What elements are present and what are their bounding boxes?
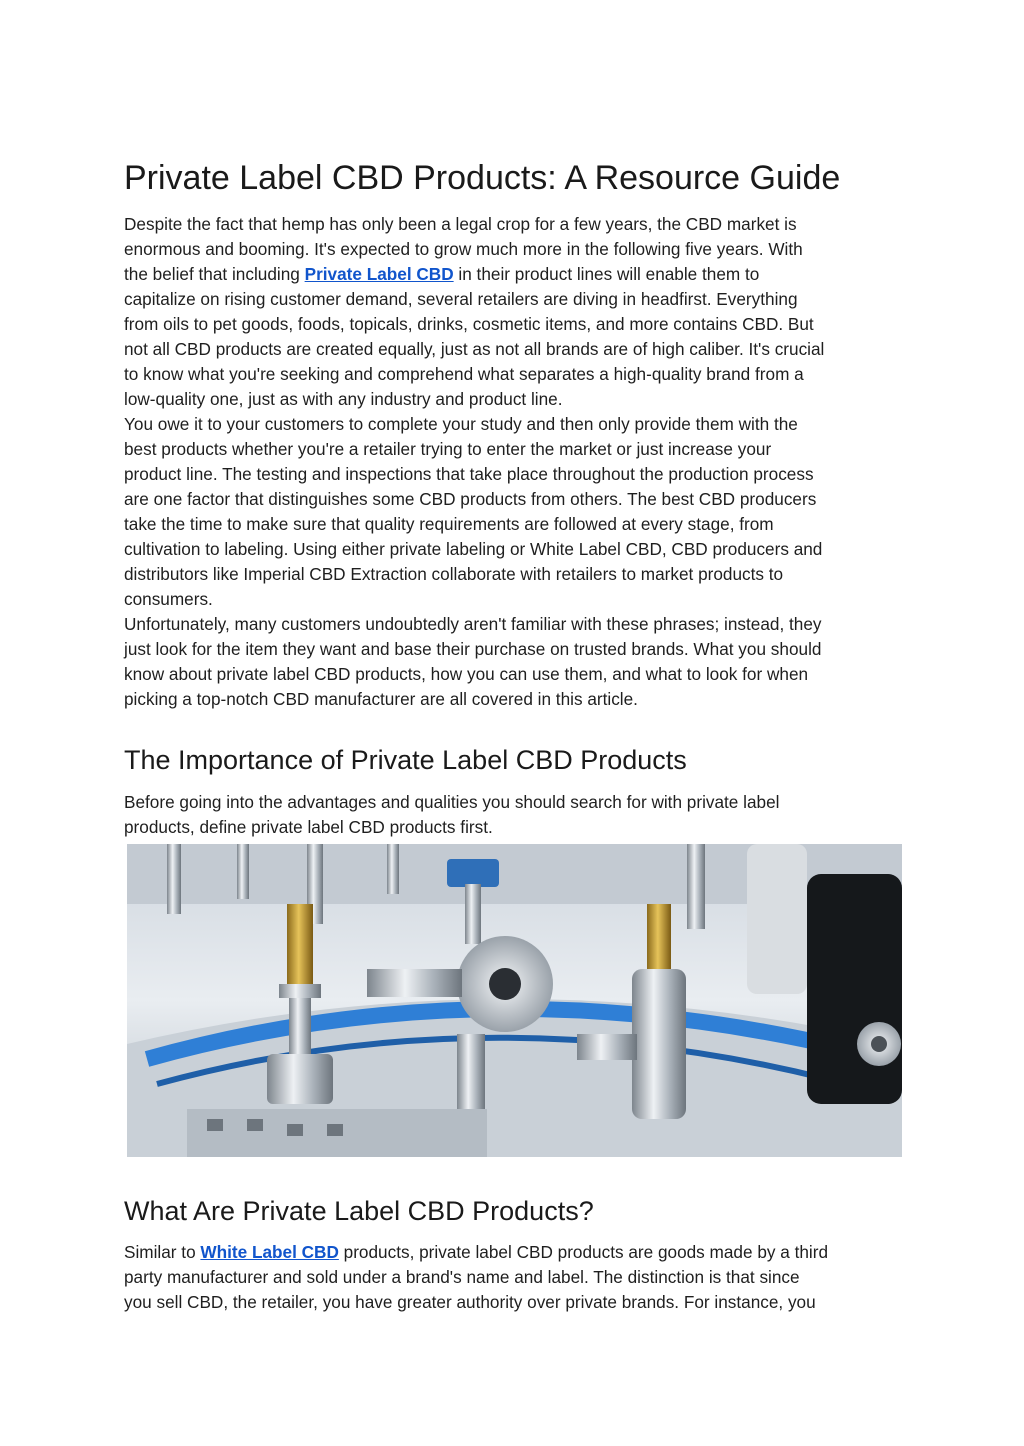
text-line: know about private label CBD products, how you can use them, and what to look for when — [124, 664, 809, 684]
text-line — [124, 1240, 828, 1265]
text-line: You owe it to your customers to complete your study and then only provide them with the — [124, 414, 798, 434]
text-fragment: products, private label CBD products are goods made by a third — [338, 1242, 829, 1262]
text-fragment: Similar to — [124, 1242, 201, 1262]
text-line: cultivation to labeling. Using either private labeling or White Label CBD, CBD producers and — [124, 539, 823, 559]
text-line: products, define private label CBD products first. — [124, 817, 493, 837]
text-line: just look for the item they want and base their purchase on trusted brands. What you should — [124, 639, 822, 659]
section-heading-what-are: What Are Private Label CBD Products? — [124, 1196, 594, 1226]
page-title: Private Label CBD Products: A Resource Guide — [124, 159, 841, 197]
text-fragment: the belief that including — [124, 264, 305, 284]
extraction-equipment-photo — [127, 844, 902, 1157]
text-line: distributors like Imperial CBD Extraction collaborate with retailers to market products to — [124, 564, 784, 584]
text-line: take the time to make sure that quality requirements are followed at every stage, from — [124, 514, 774, 534]
text-line: party manufacturer and sold under a brand's name and label. The distinction is that since — [124, 1267, 800, 1287]
text-line: best products whether you're a retailer trying to enter the market or just increase your — [124, 439, 772, 459]
text-line: picking a top-notch CBD manufacturer are all covered in this article. — [124, 689, 638, 709]
text-line: consumers. — [124, 589, 213, 609]
text-line: Unfortunately, many customers undoubtedly aren't familiar with these phrases; instead, they — [124, 614, 822, 634]
text-line: enormous and booming. It's expected to grow much more in the following five years. With — [124, 239, 803, 259]
text-line: to know what you're seeking and comprehend what separates a high-quality brand from a — [124, 364, 804, 384]
what-are-paragraph — [124, 1240, 828, 1315]
text-line: product line. The testing and inspections that take place throughout the production process — [124, 464, 814, 484]
text-line: you sell CBD, the retailer, you have greater authority over private brands. For instance, you — [124, 1292, 816, 1312]
text-line: from oils to pet goods, foods, topicals, drinks, cosmetic items, and more contains CBD. But — [124, 314, 814, 334]
text-fragment: in their product lines will enable them to — [453, 264, 760, 284]
text-line: Before going into the advantages and qualities you should search for with private label — [124, 792, 780, 812]
text-line: Despite the fact that hemp has only been a legal crop for a few years, the CBD market is — [124, 214, 797, 234]
section-heading-importance: The Importance of Private Label CBD Products — [124, 745, 687, 775]
intro-paragraph — [124, 212, 824, 712]
text-line: not all CBD products are created equally, just as not all brands are of high caliber. It's crucial — [124, 339, 825, 359]
text-line — [124, 262, 824, 287]
text-line: are one factor that distinguishes some CBD products from others. The best CBD producers — [124, 489, 817, 509]
private-label-cbd-link[interactable]: Private Label CBD — [304, 264, 454, 284]
text-line: low-quality one, just as with any industry and product line. — [124, 389, 563, 409]
equipment-illustration — [127, 844, 902, 1157]
white-label-cbd-link[interactable]: White Label CBD — [200, 1242, 339, 1262]
text-line: capitalize on rising customer demand, several retailers are diving in headfirst. Everything — [124, 289, 798, 309]
importance-paragraph — [124, 790, 779, 840]
